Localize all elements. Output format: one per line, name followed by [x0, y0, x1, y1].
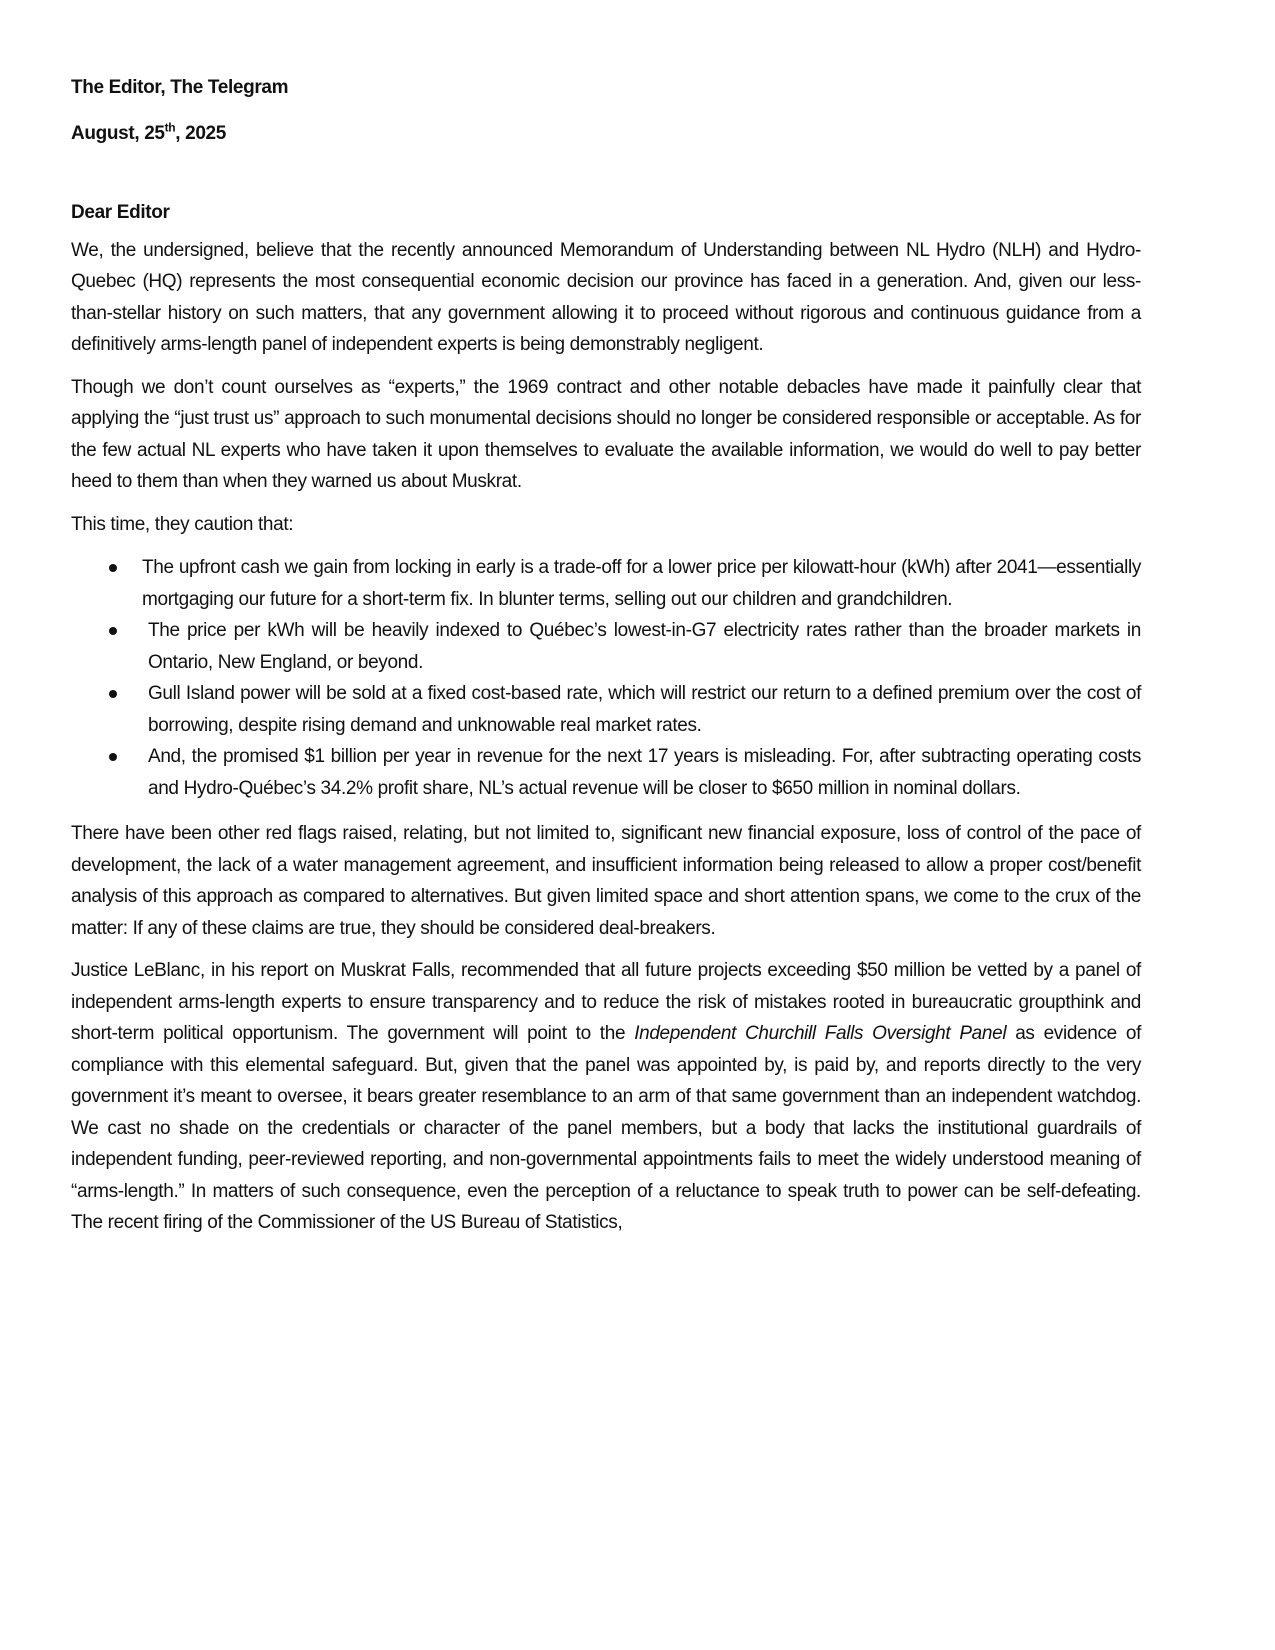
bullet-icon — [109, 690, 117, 698]
paragraph-4: There have been other red flags raised, relating, but not limited to, significant new financial exposure, loss of control of the pace of development, the lack of a water management agreement, and insufficient information being released to allow a proper cost/benefit analysis of this approach as compared to alternatives. But given limited space and short attention spans, we come to the crux of the matter: If any of these claims are true, they should be considered deal-breakers. — [71, 823, 1141, 939]
list-item: The price per kWh will be heavily indexed to Québec’s lowest-in-G7 electricity rates rather than the broader markets in Ontario, New England, or beyond. — [71, 615, 1141, 678]
date-ordinal: th — [164, 120, 176, 135]
panel-name: Independent Churchill Falls Oversight Panel — [634, 1023, 1007, 1044]
list-item: And, the promised $1 billion per year in revenue for the next 17 years is misleading. For, after subtracting operating costs and Hydro-Québec’s 34.2% profit share, NL’s actual revenue will be closer to $650 million in nominal dollars. — [71, 741, 1141, 804]
list-item: Gull Island power will be sold at a fixed cost-based rate, which will restrict our return to a defined premium over the cost of borrowing, despite rising demand and unknowable real market rates. — [71, 678, 1141, 741]
bullet-icon — [109, 564, 117, 572]
paragraph-3: This time, they caution that: — [71, 513, 294, 535]
date-prefix: August, 25 — [71, 122, 165, 144]
list-item: The upfront cash we gain from locking in early is a trade-off for a lower price per kilowatt-hour (kWh) after 2041—essentially mortgaging our future for a short-term fix. In blunter terms, selling out our children and grandchildren. — [71, 552, 1141, 615]
caution-list — [71, 552, 1141, 804]
bullet-icon — [109, 627, 117, 635]
recipient-line: The Editor, The Telegram — [71, 77, 289, 98]
paragraph-5: Justice LeBlanc, in his report on Muskrat Falls, recommended that all future projects exceeding $50 million be vetted by a panel of independent arms-length experts to ensure transparency and to reduce the risk of mistakes rooted in bureaucratic groupthink and short-term political opportunism. The government will point to the Independent Churchill Falls Oversight Panel as evidence of compliance with this elemental safeguard. But, given that the panel was appointed by, is paid by, and reports directly to the very government it’s meant to oversee, it bears greater resemblance to an arm of that same government than an independent watchdog. We cast no shade on the credentials or character of the panel members, but a body that lacks the institutional guardrails of independent funding, peer-reviewed reporting, and non-governmental appointments fails to meet the widely understood meaning of “arms-length.” In matters of such consequence, even the perception of a reluctance to speak truth to power can be self-defeating. The recent firing of the Commissioner of the US Bureau of Statistics, — [71, 960, 1142, 1233]
salutation: Dear Editor — [71, 202, 170, 223]
letter-page — [71, 70, 1141, 1239]
date-rest: , 2025 — [175, 122, 226, 144]
paragraph-2: Though we don’t count ourselves as “experts,” the 1969 contract and other notable debacles have made it painfully clear that applying the “just trust us” approach to such monumental decisions should no longer be considered responsible or acceptable. As for the few actual NL experts who have taken it upon themselves to evaluate the available information, we would do well to pay better heed to them than when they warned us about Muskrat. — [71, 376, 1141, 492]
bullet-icon — [109, 753, 117, 761]
date-line — [71, 118, 1141, 150]
paragraph-1: We, the undersigned, believe that the recently announced Memorandum of Understanding between NL Hydro (NLH) and Hydro-Quebec (HQ) represents the most consequential economic decision our province has faced in a generation. And, given our less-than-stellar history on such matters, that any government allowing it to proceed without rigorous and continuous guidance from a definitively arms-length panel of independent experts is being demonstrably negligent. — [71, 239, 1141, 355]
